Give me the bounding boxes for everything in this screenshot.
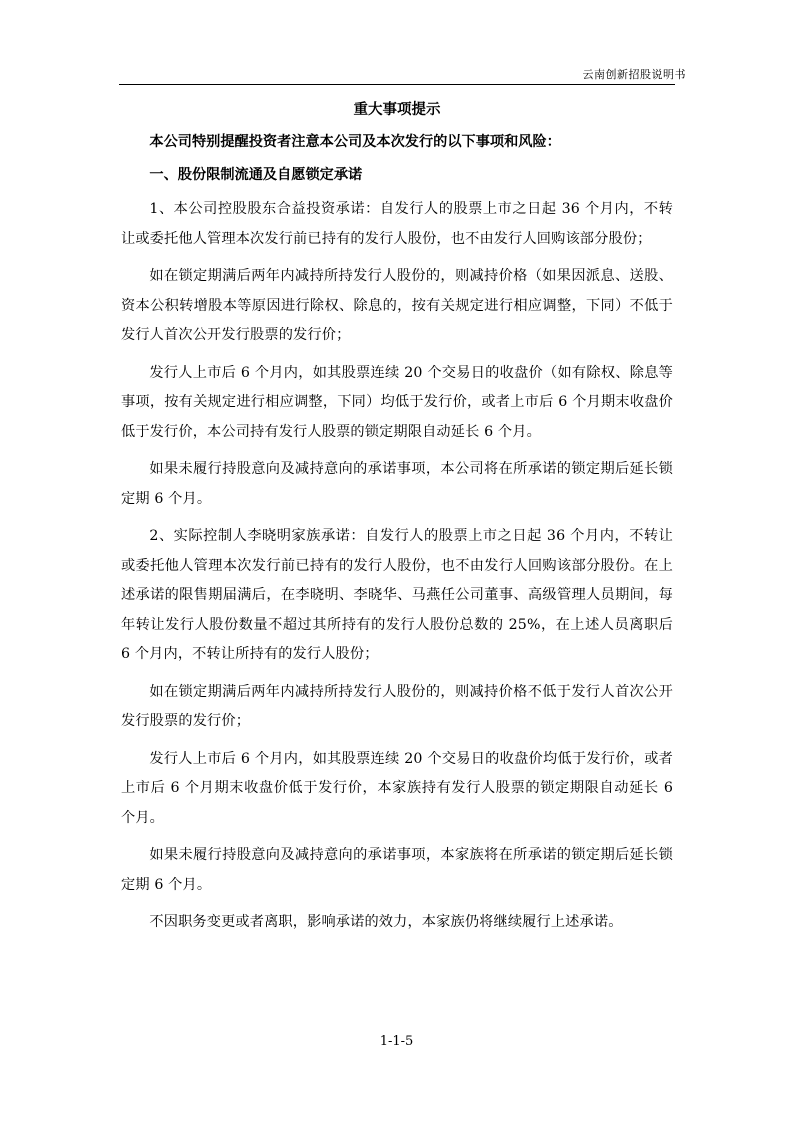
page-content <box>121 94 673 946</box>
paragraph-4: 如果未履行持股意向及减持意向的承诺事项，本公司将在所承诺的锁定期后延长锁定期 6 个月。 <box>121 461 673 507</box>
paragraph-2: 如在锁定期满后两年内减持所持发行人股份的，则减持价格（如果因派息、送股、资本公积转增股本等原因进行除权、除息的，按有关规定进行相应调整，下同）不低于发行人首次公开发行股票的发行价； <box>121 268 673 343</box>
paragraph-3: 发行人上市后 6 个月内，如其股票连续 20 个交易日的收盘价（如有除权、除息等事项，按有关规定进行相应调整，下同）均低于发行价，或者上市后 6 个月期末收盘价低于发行价，本公司持有发行人股票的锁定期限自动延长 6 个月。 <box>121 364 673 440</box>
paragraph-1: 1、本公司控股股东合益投资承诺：自发行人的股票上市之日起 36 个月内，不转让或委托他人管理本次发行前已持有的发行人股份，也不由发行人回购该部分股份； <box>121 201 673 247</box>
document-header-title: 云南创新招股说明书 <box>582 68 686 81</box>
section-title: 重大事项提示 <box>353 101 441 118</box>
section-heading-1: 一、股份限制流通及自愿锁定承诺 <box>149 167 363 183</box>
paragraph-5: 2、实际控制人李晓明家族承诺：自发行人的股票上市之日起 36 个月内，不转让或委托他人管理本次发行前已持有的发行人股份，也不由发行人回购该部分股份。在上述承诺的限售期届满后，在李晓明、李晓华、马燕任公司董事、高级管理人员期间，每年转让发行人股份数量不超过其所持有的发行人股份总数的 25%，在上述人员离职后 6 个月内，不转让所持有的发行人股份； <box>121 528 673 662</box>
paragraph-9: 不因职务变更或者离职，影响承诺的效力，本家族仍将继续履行上述承诺。 <box>149 914 623 930</box>
page-number: 1-1-5 <box>379 1034 414 1049</box>
paragraph-6: 如在锁定期满后两年内减持所持发行人股份的，则减持价格不低于发行人首次公开发行股票的发行价； <box>121 683 673 729</box>
paragraph-7: 发行人上市后 6 个月内，如其股票连续 20 个交易日的收盘价均低于发行价，或者上市后 6 个月期末收盘价低于发行价，本家族持有发行人股票的锁定期限自动延长 6 个月。 <box>121 750 673 826</box>
risk-intro: 本公司特别提醒投资者注意本公司及本次发行的以下事项和风险： <box>149 134 561 150</box>
paragraph-8: 如果未履行持股意向及减持意向的承诺事项，本家族将在所承诺的锁定期后延长锁定期 6 个月。 <box>121 847 673 893</box>
header-divider <box>119 84 675 85</box>
